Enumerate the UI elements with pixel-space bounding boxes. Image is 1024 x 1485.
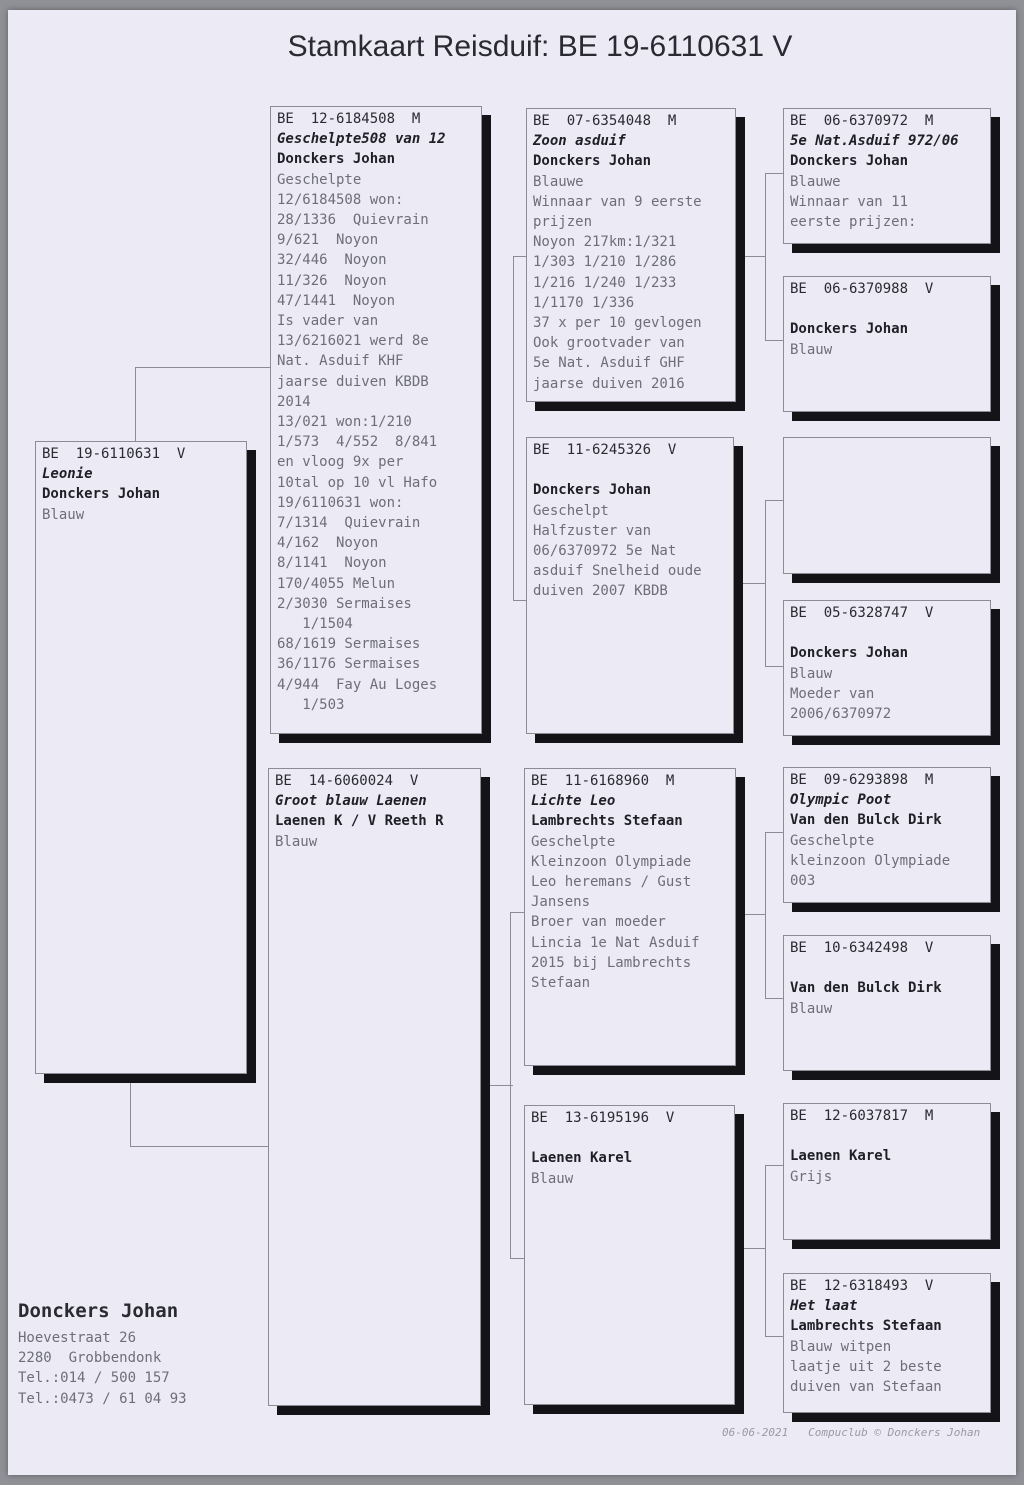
owner-name: Laenen Karel: [790, 1148, 892, 1165]
info-line: 47/1441 Noyon: [277, 292, 396, 309]
address-line: 2280 Grobbendonk: [18, 1350, 162, 1367]
pigeon-name: Lichte Leo: [531, 793, 616, 810]
info-line: Stefaan: [531, 975, 591, 992]
owner-name: Donckers Johan: [42, 486, 161, 503]
pigeon-card-mother[interactable]: [268, 768, 481, 1406]
owner-name: Laenen K / V Reeth R: [275, 813, 444, 830]
info-line: 11/326 Noyon: [277, 272, 387, 289]
info-line: Noyon 217km:1/321: [533, 234, 677, 251]
owner-name: Lambrechts Stefaan: [531, 813, 683, 830]
phone-line: Tel.:014 / 500 157: [18, 1370, 170, 1387]
pigeon-card-ggp-8[interactable]: [783, 1273, 991, 1413]
ring-number: BE 09-6293898 M: [790, 772, 934, 788]
info-line: 8/1141 Noyon: [277, 555, 387, 572]
info-line: Geschelpte: [790, 832, 875, 849]
info-line: Blauw: [531, 1170, 574, 1187]
phone-line: Tel.:0473 / 61 04 93: [18, 1390, 187, 1407]
info-line: 32/446 Noyon: [277, 252, 387, 269]
info-line: Halfzuster van: [533, 522, 652, 539]
info-line: 36/1176 Sermaises: [277, 656, 421, 673]
info-line: 1/503: [277, 696, 345, 713]
connector-line: [743, 256, 765, 257]
info-line: 12/6184508 won:: [277, 191, 404, 208]
spacer: [531, 1128, 728, 1148]
info-line: jaarse duiven 2016: [533, 375, 685, 392]
pigeon-card-father[interactable]: [270, 106, 482, 734]
info-line: 2006/6370972: [790, 706, 892, 723]
pigeon-card-ggp-7[interactable]: [783, 1103, 991, 1240]
connector-line: [488, 256, 514, 428]
spacer: [533, 460, 727, 480]
owner-name: Donckers Johan: [790, 153, 909, 170]
info-line: 2015 bij Lambrechts: [531, 954, 692, 971]
info-line: Blauw: [790, 341, 833, 358]
print-credit: Compuclub © Donckers Johan: [808, 1426, 981, 1439]
info-line: 4/944 Fay Au Loges: [277, 676, 438, 693]
connector-line: [765, 1165, 784, 1337]
info-line: jaarse duiven KBDB: [277, 373, 429, 390]
pigeon-card-subject[interactable]: [35, 441, 247, 1074]
ring-number: BE 05-6328747 V: [790, 605, 934, 621]
pigeon-card-ggp-2[interactable]: [783, 276, 991, 412]
info-line: 003: [790, 873, 816, 890]
connector-line: [510, 912, 525, 1259]
owner-name: Donckers Johan: [533, 482, 652, 499]
info-line: 7/1314 Quievrain: [277, 515, 421, 532]
info-line: 9/621 Noyon: [277, 232, 379, 249]
info-line: Blauw witpen: [790, 1338, 892, 1355]
spacer: [790, 958, 984, 978]
info-line: laatje uit 2 beste: [790, 1358, 942, 1375]
ring-number: BE 12-6184508 M: [277, 111, 421, 127]
connector-line: [765, 832, 784, 999]
pigeon-name: Het laat: [790, 1298, 858, 1315]
info-line: 13/6216021 werd 8e: [277, 333, 429, 350]
info-line: Ook grootvader van: [533, 335, 685, 352]
connector-line: [765, 173, 784, 341]
breeder-name: Donckers Johan: [18, 1300, 179, 1322]
connector-line: [513, 600, 526, 601]
info-line: duiven 2007 KBDB: [533, 583, 668, 600]
info-line: Nat. Asduif KHF: [277, 353, 404, 370]
connector-line: [130, 1080, 269, 1147]
info-line: prijzen: [533, 214, 593, 231]
info-line: duiven van Stefaan: [790, 1379, 942, 1396]
info-line: Blauw: [42, 506, 85, 523]
info-line: Grijs: [790, 1168, 833, 1185]
connector-line: [743, 583, 765, 584]
spacer: [790, 299, 984, 319]
info-line: 2/3030 Sermaises: [277, 595, 412, 612]
info-line: Winnaar van 9 eerste: [533, 193, 702, 210]
info-line: Blauwe: [790, 173, 841, 190]
pigeon-card-ggp-5[interactable]: [783, 767, 991, 903]
info-line: 06/6370972 5e Nat: [533, 543, 677, 560]
owner-name: Donckers Johan: [790, 645, 909, 662]
connector-line: [743, 1248, 765, 1249]
connector-line: [513, 428, 514, 600]
info-line: Geschelpte: [531, 833, 616, 850]
connector-line: [765, 500, 784, 667]
info-line: 19/6110631 won:: [277, 494, 404, 511]
ring-number: BE 06-6370972 M: [790, 113, 934, 129]
pigeon-name: Groot blauw Laenen: [275, 793, 427, 810]
ring-number: BE 10-6342498 V: [790, 940, 934, 956]
info-line: Is vader van: [277, 313, 379, 330]
info-line: 37 x per 10 gevlogen: [533, 315, 702, 332]
pigeon-card-grandfather-maternal[interactable]: [524, 768, 736, 1066]
pigeon-name: 5e Nat.Asduif 972/06: [790, 133, 959, 150]
info-line: 68/1619 Sermaises: [277, 636, 421, 653]
info-line: Geschelpte: [277, 171, 362, 188]
info-line: Winnaar van 11: [790, 193, 909, 210]
info-line: 28/1336 Quievrain: [277, 212, 429, 229]
ring-number: BE 19-6110631 V: [42, 446, 186, 462]
info-line: Blauwe: [533, 173, 584, 190]
connector-line: [513, 256, 526, 257]
page-title: Stamkaart Reisduif: BE 19-6110631 V: [287, 30, 793, 63]
ring-number: BE 12-6318493 V: [790, 1278, 934, 1294]
info-line: Blauw: [275, 833, 318, 850]
info-line: asduif Snelheid oude: [533, 563, 702, 580]
info-line: Kleinzoon Olympiade: [531, 853, 692, 870]
print-stamp: [722, 1426, 980, 1439]
owner-name: Lambrechts Stefaan: [790, 1318, 942, 1335]
pigeon-card-grandmother-paternal[interactable]: [526, 437, 734, 734]
info-line: 1/216 1/240 1/233: [533, 274, 677, 291]
owner-name: Donckers Johan: [790, 321, 909, 338]
info-line: 13/021 won:1/210: [277, 414, 412, 431]
owner-name: Donckers Johan: [533, 153, 652, 170]
spacer: [790, 1126, 984, 1146]
info-line: 170/4055 Melun: [277, 575, 396, 592]
info-line: 1/573 4/552 8/841: [277, 434, 438, 451]
info-line: Broer van moeder: [531, 914, 666, 931]
info-line: Lincia 1e Nat Asduif: [531, 934, 700, 951]
ring-number: BE 12-6037817 M: [790, 1108, 934, 1124]
ring-number: BE 14-6060024 V: [275, 773, 419, 789]
pigeon-name: Zoon asduif: [533, 133, 626, 150]
info-line: Jansens: [531, 894, 591, 911]
info-line: Blauw: [790, 665, 833, 682]
owner-name: Donckers Johan: [277, 151, 396, 168]
pigeon-card-grandmother-maternal[interactable]: [524, 1105, 735, 1405]
ring-number: BE 11-6168960 M: [531, 773, 675, 789]
print-date: 06-06-2021: [722, 1426, 789, 1439]
spacer: [790, 623, 984, 643]
info-line: 1/1170 1/336: [533, 294, 635, 311]
pigeon-card-ggp-1[interactable]: [783, 108, 991, 244]
owner-name: Van den Bulck Dirk: [790, 812, 942, 829]
info-line: 5e Nat. Asduif GHF: [533, 355, 685, 372]
info-line: 1/303 1/210 1/286: [533, 254, 677, 271]
info-line: eerste prijzen:: [790, 214, 917, 231]
pigeon-card-grandfather-paternal[interactable]: [526, 108, 736, 402]
info-line: Moeder van: [790, 685, 875, 702]
pigeon-card-ggp-4[interactable]: [783, 600, 991, 736]
ring-number: BE 07-6354048 M: [533, 113, 677, 129]
ring-number: BE 13-6195196 V: [531, 1110, 675, 1126]
ring-number: BE 06-6370988 V: [790, 281, 934, 297]
connector-line: [743, 914, 765, 915]
info-line: 2014: [277, 393, 311, 410]
pigeon-name: Geschelpte508 van 12: [277, 131, 446, 148]
ring-number: BE 11-6245326 V: [533, 442, 677, 458]
info-line: en vloog 9x per: [277, 454, 404, 471]
pigeon-card-ggp-3[interactable]: [783, 437, 991, 574]
connector-line: [135, 367, 271, 442]
pigeon-name: Leonie: [42, 466, 93, 483]
info-line: Geschelpt: [533, 502, 609, 519]
info-line: Leo heremans / Gust: [531, 874, 692, 891]
info-line: 10tal op 10 vl Hafo: [277, 474, 438, 491]
info-line: 1/1504: [277, 616, 353, 633]
info-line: kleinzoon Olympiade: [790, 852, 951, 869]
pigeon-name: Olympic Poot: [790, 792, 892, 809]
address-line: Hoevestraat 26: [18, 1330, 137, 1346]
info-line: 4/162 Noyon: [277, 535, 379, 552]
owner-name: Laenen Karel: [531, 1150, 633, 1167]
pigeon-card-ggp-6[interactable]: [783, 935, 991, 1071]
info-line: Blauw: [790, 1000, 833, 1017]
breeder-address: [18, 1328, 187, 1409]
owner-name: Van den Bulck Dirk: [790, 980, 942, 997]
